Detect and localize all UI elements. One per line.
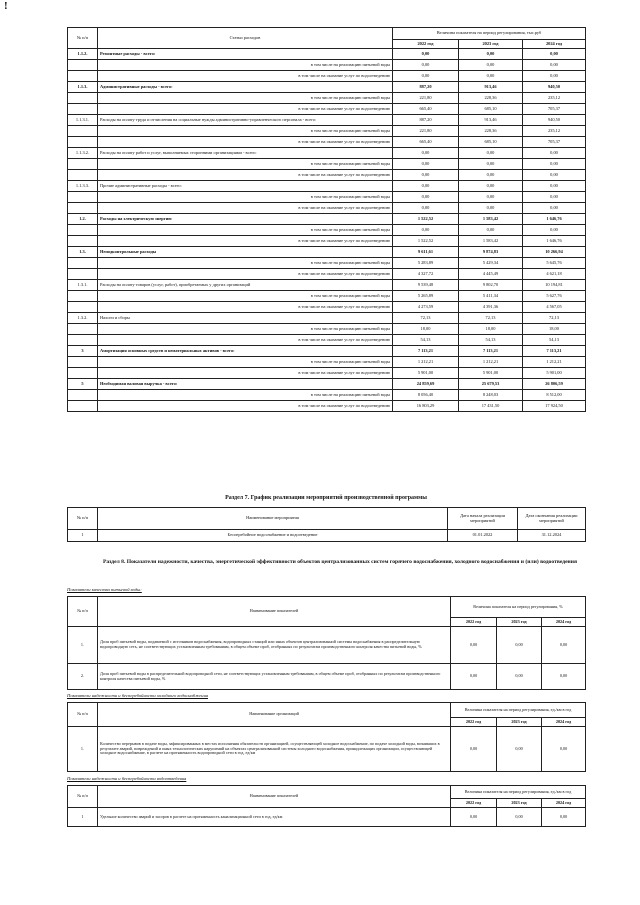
- reliability2-table: [67, 785, 586, 827]
- expense-row-name: Амортизация основных средств и нематериальных активов - всего:: [98, 346, 393, 357]
- expense-row-value: 0,00: [393, 49, 459, 60]
- expense-row-value: 1 212,21: [393, 357, 459, 368]
- expense-row-value: 0,00: [393, 170, 459, 181]
- expense-row-num: 1.3.2.: [68, 313, 98, 324]
- expenses-table: [67, 27, 586, 412]
- reliability2-col-name: Наименование показателей: [98, 786, 451, 808]
- expense-row-name: в том числе на реализацию питьевой воды: [98, 159, 393, 170]
- reliability2-year-2022: 2022 год: [451, 799, 497, 808]
- reliability-table: [67, 702, 586, 772]
- expense-row: [68, 214, 586, 225]
- expense-row-value: 0,00: [393, 225, 459, 236]
- expense-row-value: 26 806,59: [523, 379, 586, 390]
- quality-year-2024: 2024 год: [542, 618, 586, 627]
- expense-row-value: 0,00: [459, 60, 523, 71]
- expense-row: [68, 104, 586, 115]
- section8-title: Раздел 8. Показатели надежности, качества, энергетической эффективности объектов централизованных систем горячего водоснабжения, холодного водоснабжения и (или) водоотведения: [102, 559, 578, 565]
- expense-row-name: в том числе на реализацию питьевой воды: [98, 291, 393, 302]
- expense-row-value: 17 924,50: [523, 401, 586, 412]
- quality-col-values: Величина показателя на период регулирования, %: [451, 597, 586, 618]
- expense-row-value: 18,00: [459, 324, 523, 335]
- expense-row-value: 0,00: [459, 170, 523, 181]
- expense-row-name: в том числе на оказание услуг по водоотведению: [98, 269, 393, 280]
- expenses-col-values: Величина показателя на период регулирования, тыс.руб: [393, 28, 586, 40]
- reliability-year-2024: 2024 год: [542, 718, 586, 727]
- quality-row-value: 0,00: [497, 627, 542, 664]
- expense-row-name: Ремонтные расходы - всего:: [98, 49, 393, 60]
- expense-row-value: 221,80: [393, 93, 459, 104]
- expense-row-num: 5: [68, 379, 98, 390]
- expense-row-value: 0,00: [393, 60, 459, 71]
- expense-row-value: 9 611,61: [393, 247, 459, 258]
- expense-row: [68, 390, 586, 401]
- expense-row-name: Расходы на оплату работ и услуг, выполняемых сторонними организациями - всего:: [98, 148, 393, 159]
- expense-row-value: 0,00: [523, 203, 586, 214]
- expense-row-value: 4 391,36: [459, 302, 523, 313]
- events-row-start: 01.01.2022: [448, 530, 518, 542]
- expense-row: [68, 159, 586, 170]
- expense-row-num: 1.3.1.: [68, 280, 98, 291]
- expense-row-num: [68, 93, 98, 104]
- expense-row-value: 0,00: [459, 49, 523, 60]
- expense-row-name: Расходы на оплату труда и отчисления на социальные нужды административно-управленческого персонала - всего:: [98, 115, 393, 126]
- events-row-name: Бесперебойное водоснабжение и водоотведение: [98, 530, 448, 542]
- events-col-start: Дата начала реализации мероприятий: [448, 508, 518, 530]
- reliability2-subtitle: Показатели надежности и бесперебойности водоотведения: [67, 776, 187, 781]
- expense-row-value: 1 212,21: [459, 357, 523, 368]
- expense-row-value: 8 248,03: [459, 390, 523, 401]
- quality-row-value: 0,00: [542, 627, 586, 664]
- expense-row-value: 16 803,29: [393, 401, 459, 412]
- expense-row-value: 913,46: [459, 82, 523, 93]
- expense-row: [68, 236, 586, 247]
- expense-row-value: 5 901,00: [459, 368, 523, 379]
- expense-row-name: в том числе на оказание услуг по водоотведению: [98, 335, 393, 346]
- expense-row-name: в том числе на оказание услуг по водоотведению: [98, 71, 393, 82]
- expense-row-num: 1.1.3.2.: [68, 148, 98, 159]
- expense-row-name: Налоги и сборы: [98, 313, 393, 324]
- expense-row-value: 7 113,21: [523, 346, 586, 357]
- expense-row: [68, 170, 586, 181]
- expense-row-num: 3: [68, 346, 98, 357]
- expense-row-num: [68, 137, 98, 148]
- quality-row-name: Доля проб питьевой воды в распределительной водопроводной сети, не соответствующих установленным требованиям, в общем объеме проб, отобранных по результатам производственного контроля качества питьевой воды, %: [98, 664, 451, 690]
- expense-row-num: [68, 258, 98, 269]
- reliability2-col-num: № п/п: [68, 786, 98, 808]
- expense-row-value: 665,40: [393, 137, 459, 148]
- reliability2-col-values: Величина показателя на период регулирования, ед./км в год: [451, 786, 586, 799]
- expense-row-value: 72,13: [393, 313, 459, 324]
- expenses-col-num: № п/п: [68, 28, 98, 49]
- reliability-row-num: 1.: [68, 727, 98, 772]
- expense-row-value: 54,13: [523, 335, 586, 346]
- expense-row-name: Неподконтрольные расходы: [98, 247, 393, 258]
- expense-row-value: 54,13: [459, 335, 523, 346]
- expense-row-num: [68, 225, 98, 236]
- expense-row-name: в том числе на реализацию питьевой воды: [98, 258, 393, 269]
- expense-row-value: 228,36: [459, 126, 523, 137]
- expense-row-num: [68, 71, 98, 82]
- expense-row-value: 0,00: [523, 60, 586, 71]
- expense-row-num: 1.3.: [68, 247, 98, 258]
- expense-row-name: в том числе на оказание услуг по водоотведению: [98, 104, 393, 115]
- expense-row-value: 9 802,70: [459, 280, 523, 291]
- reliability2-row-value: 0,00: [451, 808, 497, 827]
- expense-row-value: 705,37: [523, 137, 586, 148]
- expense-row: [68, 137, 586, 148]
- reliability-row-name: Количество перерывов в подаче воды, зафиксированных в местах исполнения обязательств организацией, осуществляющей холодное водоснабжение, по подаче холодной воды, возникших в результате аварий, повреждений и иных технологических нарушений на объектах централизованной системы холодного водоснабжения, принадлежащих организации, осуществляющей холодное водоснабжение, в расчете на протяженность водопроводной сети в год, ед/км: [98, 727, 451, 772]
- expense-row-value: 913,46: [459, 115, 523, 126]
- reliability-row-value: 0,00: [542, 727, 586, 772]
- expense-row-value: 10 194,81: [523, 280, 586, 291]
- expense-row: [68, 115, 586, 126]
- expense-row-value: 9 874,83: [459, 247, 523, 258]
- expense-row-name: Расходы на электрическую энергию: [98, 214, 393, 225]
- quality-row-value: 0,00: [542, 664, 586, 690]
- expense-row-value: 7 113,21: [393, 346, 459, 357]
- expense-row-value: 0,00: [523, 192, 586, 203]
- expense-row: [68, 225, 586, 236]
- expense-row: [68, 148, 586, 159]
- expense-row-num: [68, 291, 98, 302]
- expense-row-value: 18,00: [523, 324, 586, 335]
- expense-row-value: 887,20: [393, 82, 459, 93]
- expense-row-num: [68, 170, 98, 181]
- expense-row-name: в том числе на реализацию питьевой воды: [98, 60, 393, 71]
- expense-row-num: [68, 368, 98, 379]
- expense-row-value: 940,50: [523, 82, 586, 93]
- expense-row-name: в том числе на реализацию питьевой воды: [98, 390, 393, 401]
- expense-row-num: [68, 104, 98, 115]
- expense-row-num: [68, 269, 98, 280]
- expense-row-value: 0,00: [459, 71, 523, 82]
- expense-row-value: 25 679,53: [459, 379, 523, 390]
- expense-row-value: 5 283,89: [393, 258, 459, 269]
- expense-row-value: 940,50: [523, 115, 586, 126]
- expense-row: [68, 49, 586, 60]
- expense-row-name: в том числе на оказание услуг по водоотведению: [98, 236, 393, 247]
- expense-row-value: 54,13: [393, 335, 459, 346]
- expense-row-value: 5 411,34: [459, 291, 523, 302]
- expense-row-name: в том числе на оказание услуг по водоотведению: [98, 401, 393, 412]
- expense-row-value: 72,13: [459, 313, 523, 324]
- expense-row-value: 5 429,34: [459, 258, 523, 269]
- quality-col-num: № п/п: [68, 597, 98, 627]
- quality-subtitle: Показатели качества питьевой воды:: [67, 587, 142, 592]
- events-col-num: № п/п: [68, 508, 98, 530]
- expense-row-value: 4 621,18: [523, 269, 586, 280]
- expense-row-name: в том числе на реализацию питьевой воды: [98, 324, 393, 335]
- expense-row-value: 235,12: [523, 93, 586, 104]
- events-row-end: 31.12.2024: [518, 530, 586, 542]
- expense-row-name: Расходы на оплату товаров (услуг, работ), приобретаемых у других организаций: [98, 280, 393, 291]
- expense-row-value: 0,00: [459, 192, 523, 203]
- expense-row-value: 0,00: [393, 71, 459, 82]
- expense-row-value: 0,00: [523, 71, 586, 82]
- reliability-col-values: Величина показателя на период регулирования, ед./км в год: [451, 703, 586, 718]
- expense-row-name: в том числе на реализацию питьевой воды: [98, 357, 393, 368]
- quality-col-name: Наименование показателей: [98, 597, 451, 627]
- expense-row: [68, 181, 586, 192]
- expense-row-value: 0,00: [523, 170, 586, 181]
- expense-row-num: [68, 335, 98, 346]
- quality-year-2022: 2022 год: [451, 618, 497, 627]
- quality-row-value: 0,00: [451, 627, 497, 664]
- expense-row-value: 0,00: [523, 49, 586, 60]
- expense-row-value: 705,37: [523, 104, 586, 115]
- expense-row: [68, 368, 586, 379]
- expense-row-value: 0,00: [523, 148, 586, 159]
- expense-row-value: 1 522,52: [393, 214, 459, 225]
- expense-row-value: 0,00: [393, 203, 459, 214]
- reliability-row-value: 0,00: [497, 727, 542, 772]
- expense-row: [68, 126, 586, 137]
- expense-row: [68, 324, 586, 335]
- expense-row: [68, 192, 586, 203]
- reliability2-year-2024: 2024 год: [542, 799, 586, 808]
- expense-row: [68, 60, 586, 71]
- expense-row-name: Прочие административные расходы - всего:: [98, 181, 393, 192]
- expense-row-name: в том числе на оказание услуг по водоотведению: [98, 170, 393, 181]
- expense-row-value: 10 266,94: [523, 247, 586, 258]
- expense-row-num: [68, 302, 98, 313]
- expense-row-value: 665,40: [393, 104, 459, 115]
- expense-row-value: 0,00: [459, 148, 523, 159]
- expense-row-num: [68, 401, 98, 412]
- expense-row: [68, 379, 586, 390]
- expense-row-value: 0,00: [523, 225, 586, 236]
- quality-year-2023: 2023 год: [497, 618, 542, 627]
- reliability-subtitle: Показатели надежности и бесперебойности холодного водоснабжения: [67, 693, 209, 698]
- expense-row-value: 24 859,69: [393, 379, 459, 390]
- expense-row-value: 72,13: [523, 313, 586, 324]
- expense-row: [68, 269, 586, 280]
- expense-row-name: в том числе на реализацию питьевой воды: [98, 93, 393, 104]
- quality-row-name: Доля проб питьевой воды, подаваемой с источников водоснабжения, водопроводных станций или иных объектов централизованной системы водоснабжения в распределительную водопроводную сеть, не соответствующих установленным требованиям, в общем объеме проб, отобранных по результатам производственного контроля качества питьевой воды, %: [98, 627, 451, 664]
- expense-row-value: 221,80: [393, 126, 459, 137]
- expense-row-num: [68, 159, 98, 170]
- expense-row-value: 0,00: [459, 225, 523, 236]
- expense-row-name: в том числе на оказание услуг по водоотведению: [98, 368, 393, 379]
- expenses-year-2024: 2024 год: [523, 40, 586, 49]
- expense-row-value: 0,00: [459, 203, 523, 214]
- expense-row-name: Необходимая валовая выручка - всего:: [98, 379, 393, 390]
- expense-row-value: 0,00: [393, 148, 459, 159]
- expense-row-num: [68, 357, 98, 368]
- expense-row-value: 4 273,59: [393, 302, 459, 313]
- quality-row-value: 0,00: [497, 664, 542, 690]
- events-col-end: Дата окончания реализации мероприятий: [518, 508, 586, 530]
- expense-row-value: 1 522,52: [393, 236, 459, 247]
- expense-row-value: 0,00: [393, 192, 459, 203]
- events-col-name: Наименование мероприятия: [98, 508, 448, 530]
- expense-row-value: 4 327,72: [393, 269, 459, 280]
- expense-row-value: 235,12: [523, 126, 586, 137]
- expense-row-num: 1.1.3.1.: [68, 115, 98, 126]
- expense-row: [68, 280, 586, 291]
- quality-row-value: 0,00: [451, 664, 497, 690]
- expense-row-name: в том числе на оказание услуг по водоотведению: [98, 203, 393, 214]
- expense-row: [68, 258, 586, 269]
- reliability-year-2023: 2023 год: [497, 718, 542, 727]
- expense-row-value: 0,00: [393, 159, 459, 170]
- expense-row-name: в том числе на оказание услуг по водоотведению: [98, 302, 393, 313]
- reliability2-row-value: 0,00: [542, 808, 586, 827]
- events-table: [67, 507, 586, 542]
- expense-row-num: 1.1.2.: [68, 49, 98, 60]
- expense-row-value: 8 056,40: [393, 390, 459, 401]
- section7-title: Раздел 7. График реализации мероприятий производственной программы: [225, 495, 427, 501]
- reliability2-row-num: 1: [68, 808, 98, 827]
- expense-row-value: 4 445,49: [459, 269, 523, 280]
- expense-row-value: 8 512,00: [523, 390, 586, 401]
- expense-row-value: 1 212,21: [523, 357, 586, 368]
- expense-row-num: [68, 324, 98, 335]
- expense-row-value: 685,10: [459, 104, 523, 115]
- reliability2-row-value: 0,00: [497, 808, 542, 827]
- quality-table: [67, 596, 586, 690]
- expense-row-num: 1.1.3.3.: [68, 181, 98, 192]
- expense-row-name: в том числе на оказание услуг по водоотведению: [98, 137, 393, 148]
- expense-row-name: в том числе на реализацию питьевой воды: [98, 225, 393, 236]
- expense-row: [68, 203, 586, 214]
- expense-row-value: 5 627,76: [523, 291, 586, 302]
- expense-row-num: [68, 192, 98, 203]
- expense-row-value: 228,36: [459, 93, 523, 104]
- expense-row-num: [68, 390, 98, 401]
- expense-row-value: 0,00: [523, 159, 586, 170]
- events-row-num: 1: [68, 530, 98, 542]
- reliability2-year-2023: 2023 год: [497, 799, 542, 808]
- expense-row-value: 9 539,48: [393, 280, 459, 291]
- expense-row-value: 0,00: [459, 181, 523, 192]
- expense-row-value: 4 567,05: [523, 302, 586, 313]
- expense-row: [68, 346, 586, 357]
- expense-row-num: 1.2.: [68, 214, 98, 225]
- expense-row-name: Административные расходы - всего:: [98, 82, 393, 93]
- expense-row-value: 0,00: [523, 181, 586, 192]
- expense-row-value: 5 901,00: [523, 368, 586, 379]
- expense-row-value: 17 431,50: [459, 401, 523, 412]
- expense-row: [68, 302, 586, 313]
- reliability-row-value: 0,00: [451, 727, 497, 772]
- expenses-year-2023: 2023 год: [459, 40, 523, 49]
- expense-row-num: [68, 60, 98, 71]
- expense-row-name: в том числе на реализацию питьевой воды: [98, 126, 393, 137]
- expense-row: [68, 357, 586, 368]
- expense-row-value: 5 645,76: [523, 258, 586, 269]
- expense-row-value: 5 265,89: [393, 291, 459, 302]
- expenses-year-2022: 2022 год: [393, 40, 459, 49]
- quality-row-num: 2.: [68, 664, 98, 690]
- expense-row: [68, 82, 586, 93]
- expense-row: [68, 71, 586, 82]
- expense-row-value: 7 113,21: [459, 346, 523, 357]
- expense-row-value: 1 583,42: [459, 214, 523, 225]
- expense-row-value: 1 646,76: [523, 214, 586, 225]
- corner-mark: !: [4, 0, 8, 12]
- expense-row-value: 685,10: [459, 137, 523, 148]
- expense-row-num: 1.1.3.: [68, 82, 98, 93]
- expense-row: [68, 291, 586, 302]
- expenses-col-name: Статьи расходов: [98, 28, 393, 49]
- reliability-year-2022: 2022 год: [451, 718, 497, 727]
- reliability-col-num: № п/п: [68, 703, 98, 727]
- reliability2-row-name: Удельное количество аварий и засоров в расчете на протяженность канализационной сети в год, ед/км: [98, 808, 451, 827]
- expense-row: [68, 313, 586, 324]
- reliability-col-name: Наименование организаций: [98, 703, 451, 727]
- expense-row: [68, 335, 586, 346]
- expense-row: [68, 247, 586, 258]
- expense-row-value: 1 583,42: [459, 236, 523, 247]
- expense-row-value: 1 646,76: [523, 236, 586, 247]
- expense-row-value: 887,20: [393, 115, 459, 126]
- expense-row-num: [68, 236, 98, 247]
- expense-row-num: [68, 203, 98, 214]
- expense-row: [68, 401, 586, 412]
- expense-row-value: 0,00: [393, 181, 459, 192]
- expense-row-value: 0,00: [459, 159, 523, 170]
- expense-row: [68, 93, 586, 104]
- quality-row-num: 1.: [68, 627, 98, 664]
- expense-row-value: 5 901,00: [393, 368, 459, 379]
- expense-row-num: [68, 126, 98, 137]
- expense-row-name: в том числе на реализацию питьевой воды: [98, 192, 393, 203]
- expense-row-value: 18,00: [393, 324, 459, 335]
